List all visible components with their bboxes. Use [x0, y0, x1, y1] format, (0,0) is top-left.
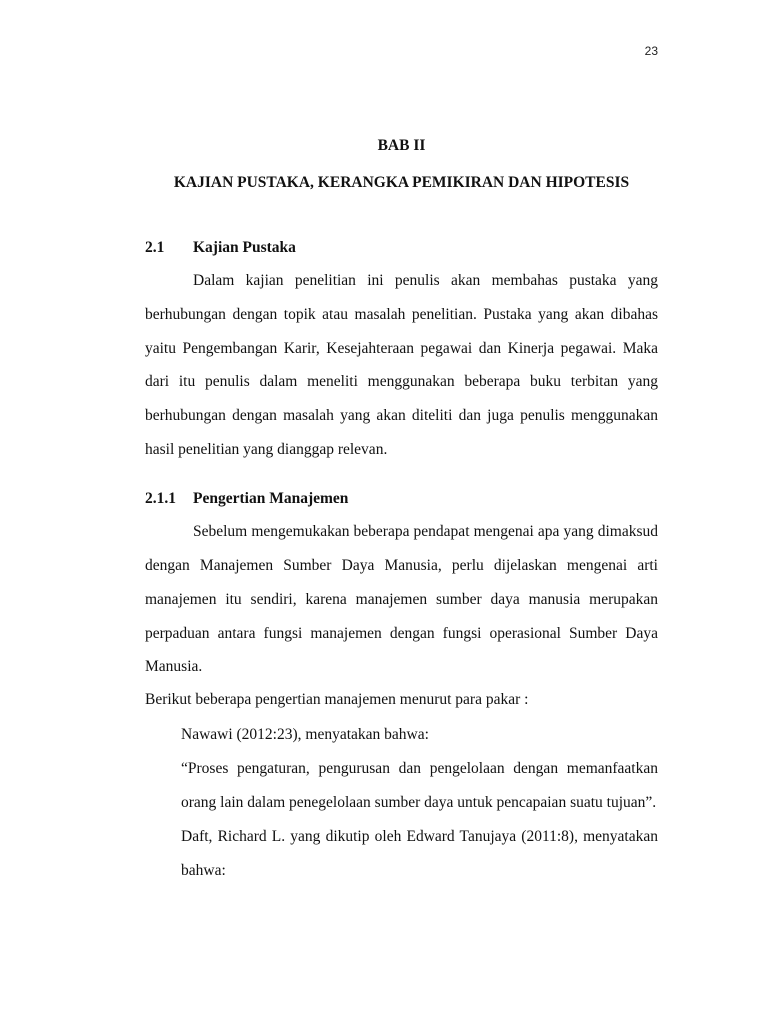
paragraph-line: Dalam kajian penelitian ini penulis akan membahas pustaka yang — [193, 272, 658, 289]
paragraph-line: dari itu penulis dalam meneliti menggunakan beberapa buku terbitan yang — [145, 373, 658, 390]
section-heading-2-1-1 — [145, 490, 348, 508]
paragraph-line: perpaduan antara fungsi manajemen dengan fungsi operasional Sumber Daya — [145, 625, 658, 642]
citation-line: Daft, Richard L. yang dikutip oleh Edward Tanujaya (2011:8), menyatakan — [181, 828, 658, 845]
paragraph-line: hasil penelitian yang dianggap relevan. — [145, 441, 388, 458]
paragraph-line: berhubungan dengan masalah yang akan diteliti dan juga penulis menggunakan — [145, 407, 658, 424]
section-number: 2.1.1 — [145, 490, 176, 507]
paragraph-line: manajemen itu sendiri, karena manajemen sumber daya manusia merupakan — [145, 591, 658, 608]
paragraph-line: yaitu Pengembangan Karir, Kesejahteraan pegawai dan Kinerja pegawai. Maka — [145, 340, 658, 357]
intro-line: Berikut beberapa pengertian manajemen menurut para pakar : — [145, 691, 529, 708]
paragraph-line: Sebelum mengemukakan beberapa pendapat mengenai apa yang dimaksud — [193, 523, 658, 540]
quote-line: “Proses pengaturan, pengurusan dan pengelolaan dengan memanfaatkan — [181, 760, 658, 777]
page-number: 23 — [644, 44, 658, 58]
paragraph-line: berhubungan dengan topik atau masalah penelitian. Pustaka yang akan dibahas — [145, 306, 658, 323]
section-title: Pengertian Manajemen — [193, 490, 349, 507]
quote-line: orang lain dalam penegelolaan sumber daya untuk pencapaian suatu tujuan”. — [181, 794, 657, 811]
citation-line: Nawawi (2012:23), menyatakan bahwa: — [181, 726, 429, 743]
chapter-title: KAJIAN PUSTAKA, KERANGKA PEMIKIRAN DAN HIPOTESIS — [173, 174, 630, 191]
citation-line: bahwa: — [181, 862, 226, 879]
section-number: 2.1 — [145, 239, 165, 256]
paragraph-line: Manusia. — [145, 658, 203, 675]
section-heading-2-1 — [145, 239, 296, 257]
paragraph-line: dengan Manajemen Sumber Daya Manusia, perlu dijelaskan mengenai arti — [145, 557, 658, 574]
chapter-label: BAB II — [377, 137, 426, 154]
section-title: Kajian Pustaka — [193, 239, 296, 256]
